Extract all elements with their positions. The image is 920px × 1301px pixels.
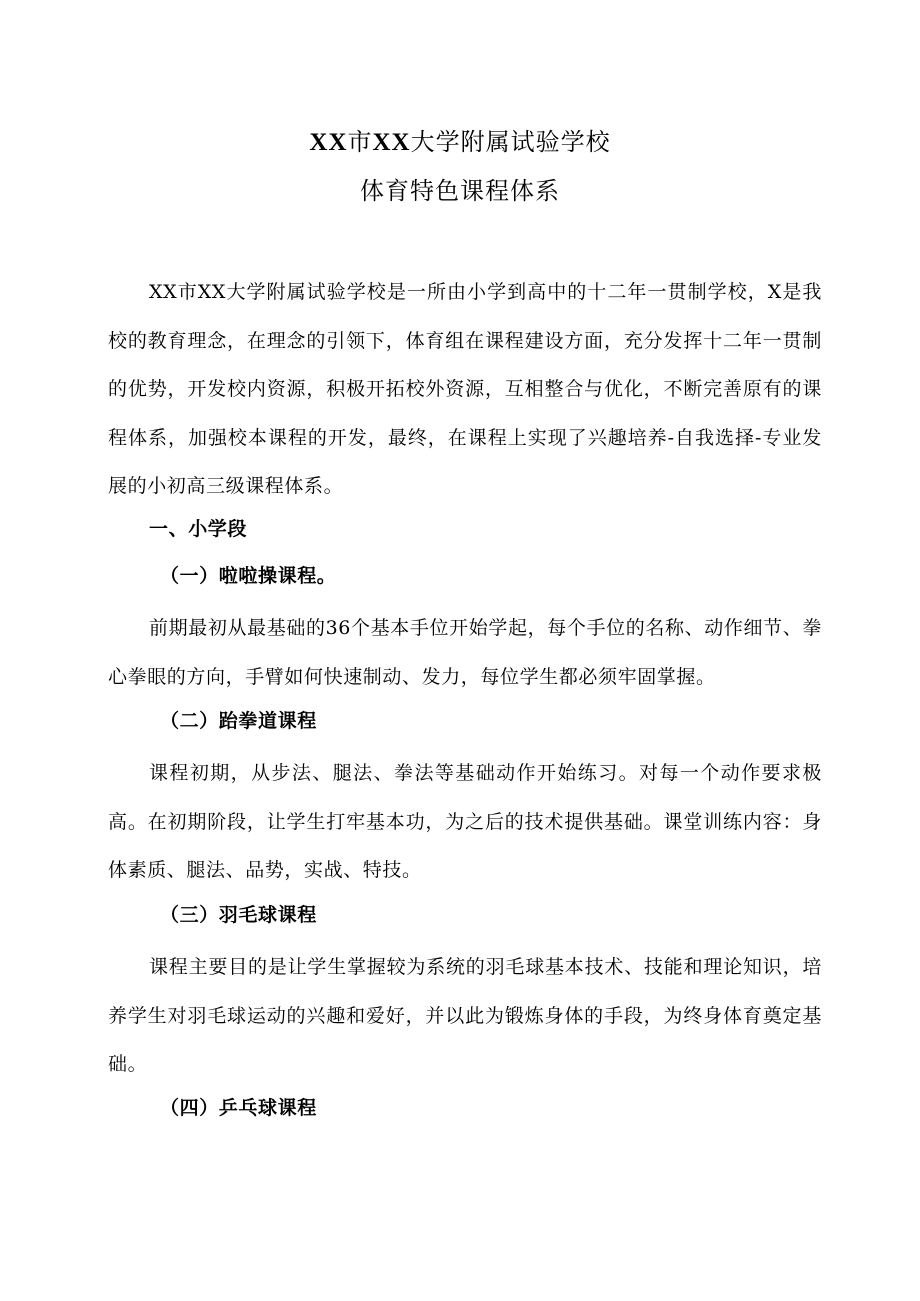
course-heading-cheerleading: （一）啦啦操课程。 <box>160 565 337 587</box>
title-part-4: 大学附属试验学校 <box>410 128 611 156</box>
course-text-taekwondo: 课程初期，从步法、腿法、拳法等基础动作开始练习。对每一个动作要求极高。在初期阶段，让学生打牢基本功，为之后的技术提供基础。课堂训练内容：身体素质、腿法、品势，实战、特技。 <box>108 762 822 881</box>
course-heading-table-tennis: （四）乒乓球课程 <box>160 1097 317 1119</box>
document-subtitle: 体育特色课程体系 <box>360 177 560 205</box>
section-heading-primary: 一、小学段 <box>149 518 248 540</box>
course-text-badminton: 课程主要目的是让学生掌握较为系统的羽毛球基本技术、技能和理论知识，培养学生对羽毛球运动的兴趣和爱好，并以此为锻炼身体的手段，为终身体育奠定基础。 <box>108 956 822 1075</box>
course-text-cheerleading: 前期最初从最基础的36个基本手位开始学起，每个手位的名称、动作细节、拳心拳眼的方向，手臂如何快速制动、发力，每位学生都必须牢固掌握。 <box>108 617 822 688</box>
title-part-3: XX <box>372 129 411 156</box>
document-title <box>0 127 920 158</box>
course-heading-badminton: （三）羽毛球课程 <box>160 904 317 926</box>
title-part-2: 市 <box>347 128 373 156</box>
title-part-1: XX <box>309 129 348 156</box>
course-heading-taekwondo: （二）跆拳道课程 <box>160 710 317 732</box>
intro-paragraph: XX市XX大学附属试验学校是一所由小学到高中的十二年一贯制学校，X是我校的教育理念，在理念的引领下，体育组在课程建设方面，充分发挥十二年一贯制的优势，开发校内资源，积极开拓校外资源，互相整合与优化，不断完善原有的课程体系，加强校本课程的开发，最终，在课程上实现了兴趣培养-自我选择-专业发展的小初高三级课程体系。 <box>108 281 822 497</box>
